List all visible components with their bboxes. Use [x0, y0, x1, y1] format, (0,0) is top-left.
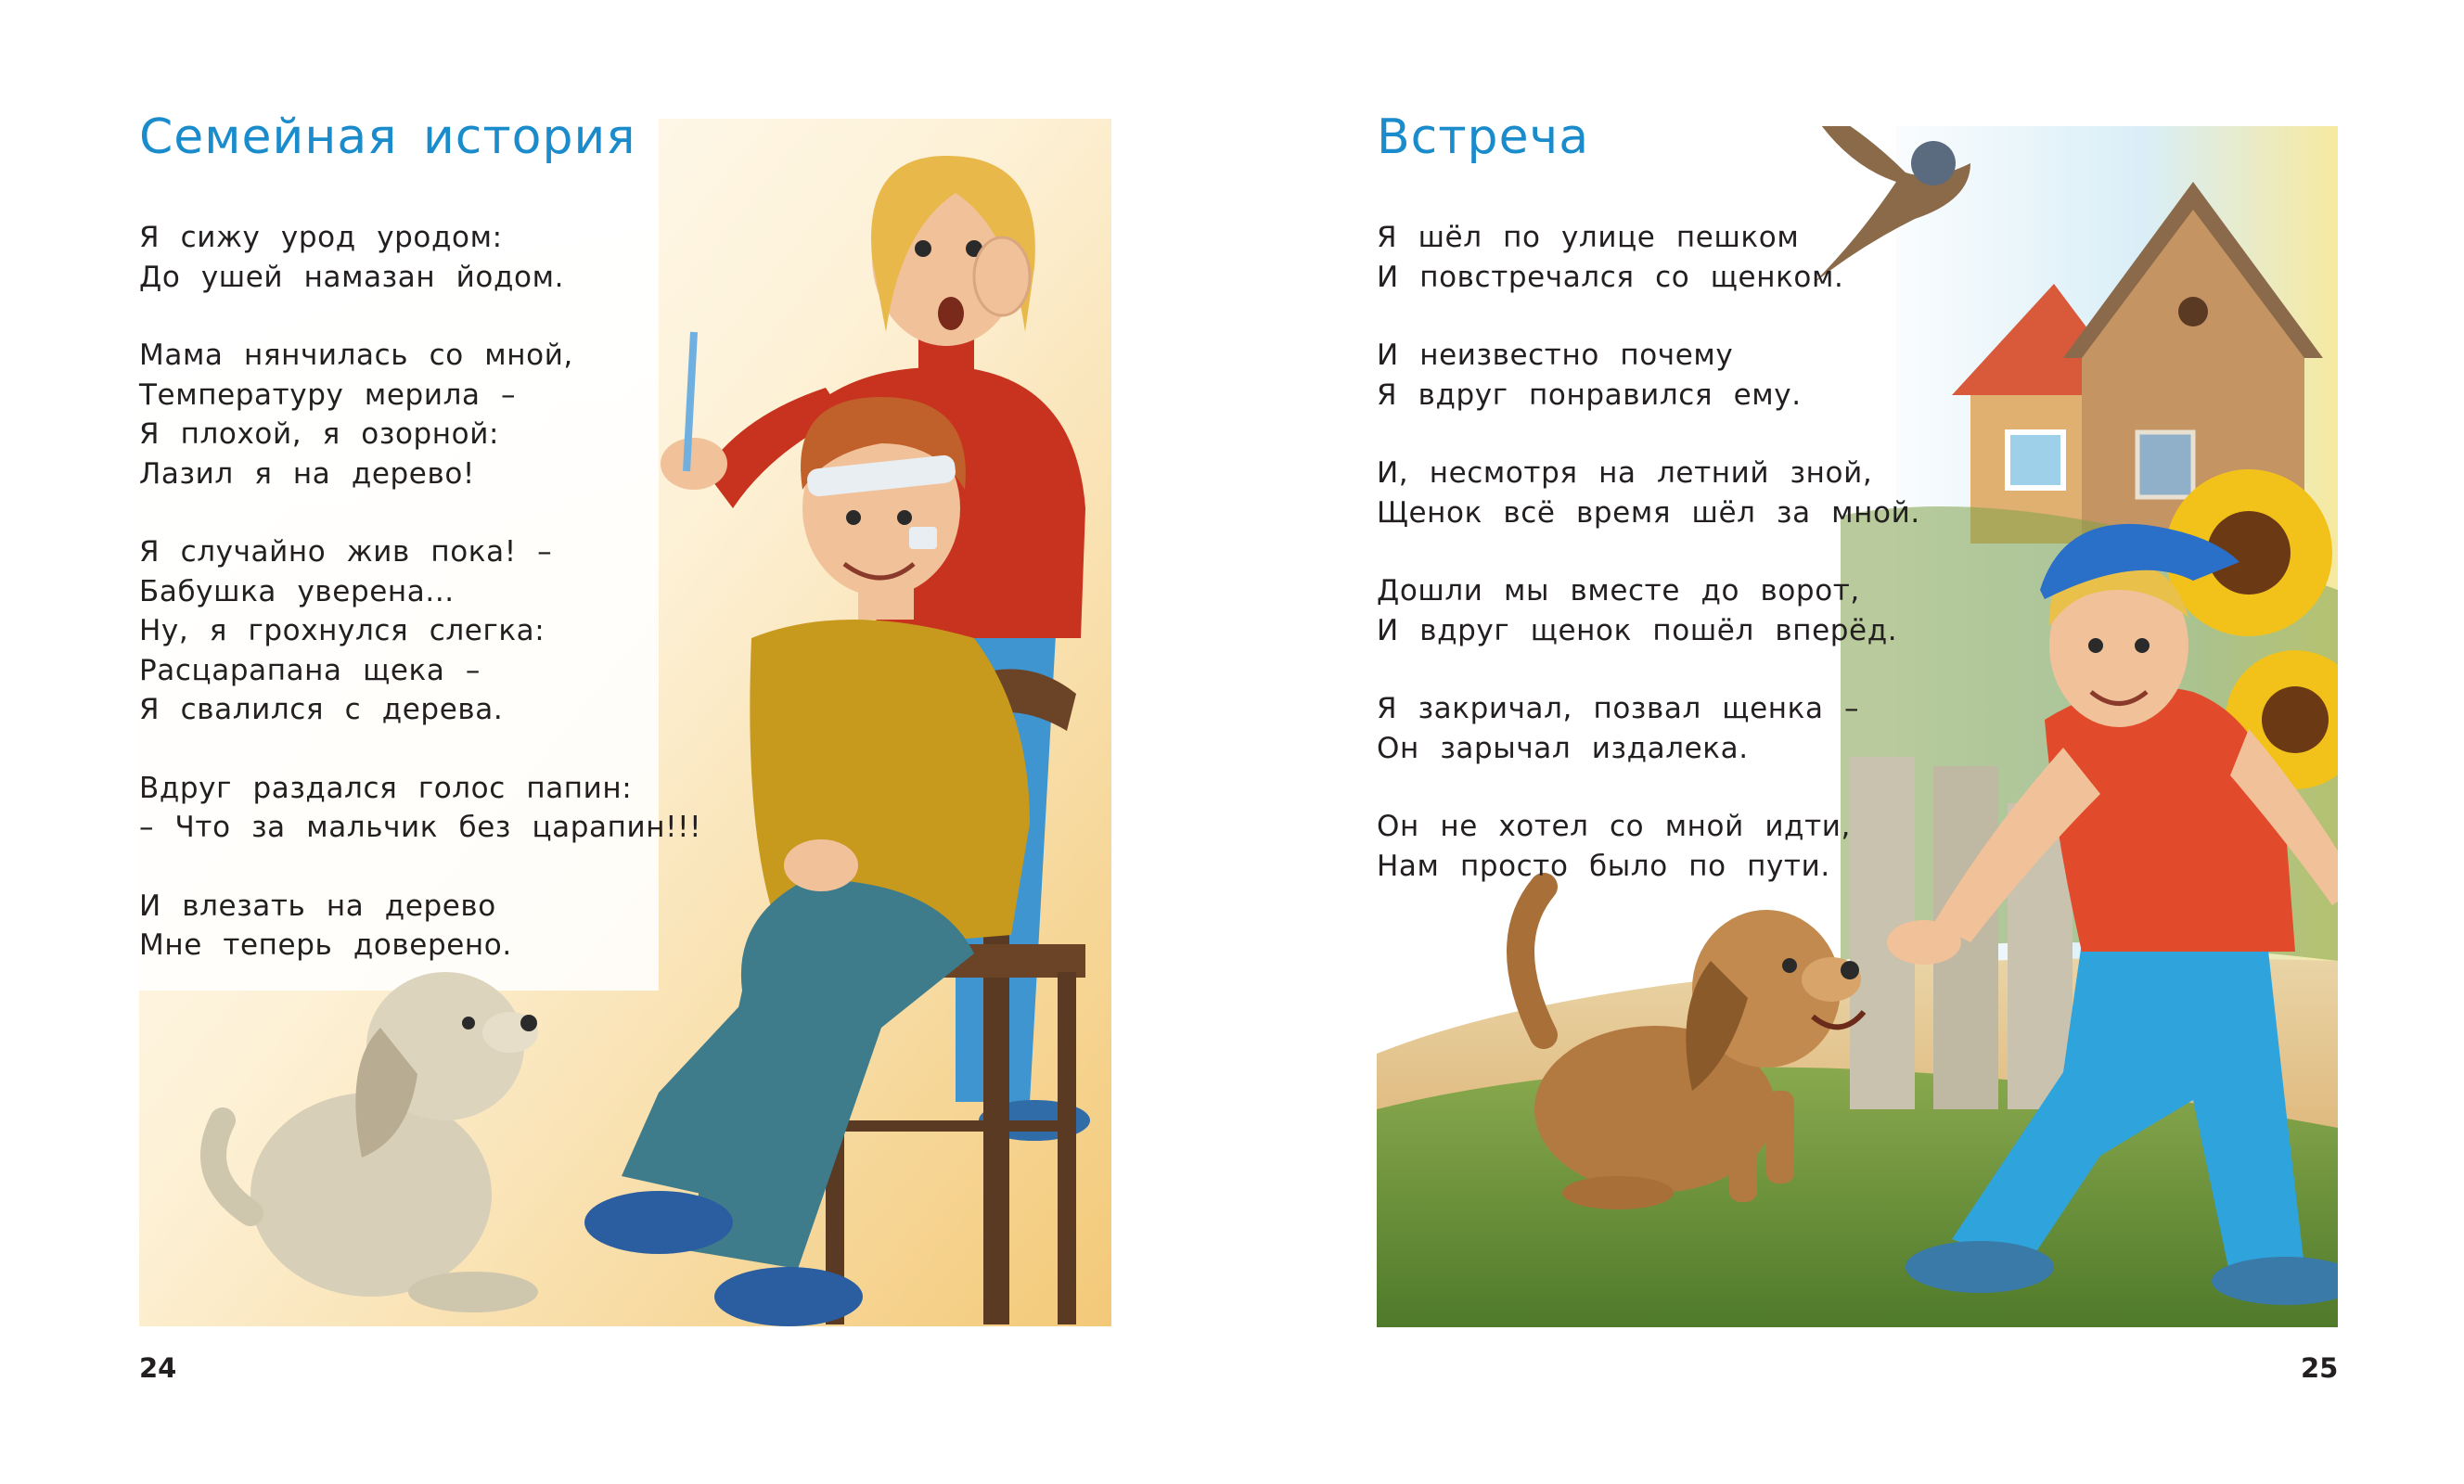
- page-number: 24: [139, 1352, 177, 1384]
- poem-line: Я вдруг понравился ему.: [1377, 377, 1802, 412]
- poem-line: Температуру мерила –: [139, 377, 517, 412]
- poem-line: Я шёл по улице пешком: [1377, 221, 1800, 254]
- stanza: [139, 769, 733, 848]
- page-number: 25: [2301, 1352, 2339, 1384]
- stanza: [139, 532, 733, 730]
- poem-line: Мне теперь доверено.: [139, 928, 512, 962]
- poem-line: Он не хотел со мной идти,: [1377, 810, 1851, 843]
- poem-line: Лазил я на дерево!: [139, 456, 475, 491]
- poem-line: Я случайно жив пока! –: [139, 535, 553, 569]
- poem: [1377, 218, 1970, 925]
- stanza: [1377, 571, 1970, 650]
- stanza: [1377, 218, 1970, 297]
- stanza: [1377, 336, 1970, 415]
- stanza: [1377, 689, 1970, 768]
- poem-line: Он зарычал издалека.: [1377, 731, 1749, 765]
- poem-line: Ну, я грохнулся слегка:: [139, 614, 545, 647]
- poem-line: До ушей намазан йодом.: [139, 260, 565, 294]
- poem-line: И вдруг щенок пошёл вперёд.: [1377, 613, 1898, 647]
- poem-line: – Что за мальчик без царапин!!!: [139, 811, 702, 844]
- page-title: Встреча: [1377, 109, 1590, 165]
- poem-line: Я закричал, позвал щенка –: [1377, 692, 1860, 725]
- poem-line: Нам просто было по пути.: [1377, 849, 1830, 883]
- poem-line: Щенок всё время шёл за мной.: [1377, 495, 1920, 530]
- poem-line: И, несмотря на летний зной,: [1377, 456, 1873, 490]
- poem-line: Мама нянчилась со мной,: [139, 339, 573, 372]
- stanza: [139, 887, 733, 966]
- poem-line: Вдруг раздался голос папин:: [139, 771, 633, 805]
- poem-line: Дошли мы вместе до ворот,: [1377, 574, 1860, 608]
- stanza: [139, 336, 733, 493]
- poem: [139, 218, 733, 1004]
- poem-line: Я сижу урод уродом:: [139, 221, 503, 254]
- stanza: [1377, 454, 1970, 532]
- poem-line: Я плохой, я озорной:: [139, 417, 500, 451]
- poem-line: И влезать на дерево: [139, 889, 496, 923]
- poem-line: Расцарапана щека –: [139, 653, 481, 687]
- stanza: [139, 218, 733, 297]
- poem-line: Я свалился с дерева.: [139, 693, 504, 726]
- page-title: Семейная история: [139, 109, 636, 165]
- poem-line: И повстречался со щенком.: [1377, 260, 1844, 294]
- poem-line: И неизвестно почему: [1377, 339, 1734, 372]
- right-page: [1232, 0, 2464, 1484]
- poem-line: Бабушка уверена...: [139, 574, 455, 608]
- stanza: [1377, 807, 1970, 886]
